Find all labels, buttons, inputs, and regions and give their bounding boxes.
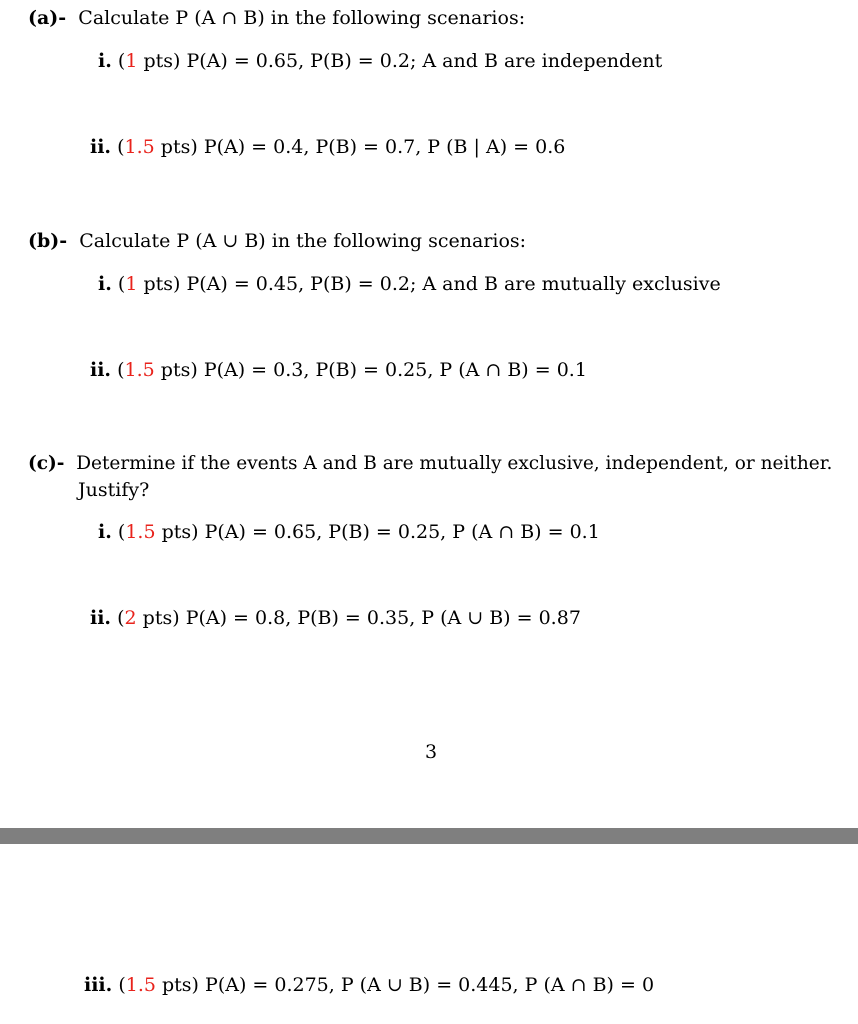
- problem-c-item-ii: [90, 609, 581, 628]
- points-value: 1: [125, 50, 138, 72]
- paren: (: [117, 136, 125, 158]
- points-suffix: pts): [155, 974, 199, 996]
- item-text: P(A) = 0.65, P(B) = 0.2; A and B are independent: [186, 50, 663, 72]
- points-value: 1.5: [125, 974, 156, 996]
- problem-a-header: [28, 9, 525, 28]
- item-number: ii.: [90, 136, 112, 158]
- points-suffix: pts): [154, 136, 198, 158]
- problem-b-header: [28, 232, 526, 251]
- item-text: P(A) = 0.4, P(B) = 0.7, P (B | A) = 0.6: [203, 136, 566, 158]
- item-text: P(A) = 0.3, P(B) = 0.25, P (A ∩ B) = 0.1: [203, 359, 587, 381]
- paren: (: [117, 359, 125, 381]
- paren: (: [117, 273, 126, 295]
- item-number: i.: [98, 50, 112, 72]
- problem-c-header: [28, 455, 832, 474]
- paren: (: [118, 974, 126, 996]
- points-value: 1.5: [124, 136, 155, 158]
- item-number: iii.: [84, 974, 113, 996]
- item-number: i.: [98, 521, 112, 543]
- page-divider: [0, 828, 858, 844]
- problem-b-item-i: [98, 275, 721, 294]
- problem-c-intro-line1: Determine if the events A and B are mutually exclusive, independent, or neither.: [76, 453, 833, 474]
- problem-c-label: (c)-: [28, 453, 65, 474]
- problem-a-item-ii: [90, 138, 565, 157]
- points-suffix: pts): [155, 521, 199, 543]
- points-suffix: pts): [136, 607, 180, 629]
- problem-b-item-ii: [90, 361, 587, 380]
- problem-a-label: (a)-: [28, 7, 67, 29]
- item-number: i.: [98, 273, 112, 295]
- paren: (: [117, 607, 125, 629]
- item-text: P(A) = 0.65, P(B) = 0.25, P (A ∩ B) = 0.1: [204, 521, 600, 543]
- points-value: 1.5: [124, 359, 155, 381]
- problem-c-item-i: [98, 523, 600, 542]
- item-text: P(A) = 0.275, P (A ∪ B) = 0.445, P (A ∩ B) = 0: [205, 974, 655, 996]
- problem-b-label: (b)-: [28, 230, 68, 252]
- problem-c-intro-line2: Justify?: [78, 479, 150, 501]
- page-number: 3: [425, 741, 438, 763]
- item-number: ii.: [90, 359, 112, 381]
- problem-a-intro: Calculate P (A ∩ B) in the following scenarios:: [78, 7, 526, 29]
- problem-c-item-iii: [84, 976, 654, 995]
- item-text: P(A) = 0.45, P(B) = 0.2; A and B are mutually exclusive: [186, 273, 721, 295]
- problem-a-item-i: [98, 52, 662, 71]
- points-value: 2: [124, 607, 137, 629]
- paren: (: [117, 50, 126, 72]
- points-suffix: pts): [137, 50, 181, 72]
- item-number: ii.: [90, 607, 112, 629]
- points-value: 1.5: [125, 521, 156, 543]
- points-suffix: pts): [137, 273, 181, 295]
- points-suffix: pts): [154, 359, 198, 381]
- item-text: P(A) = 0.8, P(B) = 0.35, P (A ∪ B) = 0.87: [185, 607, 581, 629]
- paren: (: [117, 521, 126, 543]
- problem-b-intro: Calculate P (A ∪ B) in the following scenarios:: [79, 230, 527, 252]
- points-value: 1: [125, 273, 138, 295]
